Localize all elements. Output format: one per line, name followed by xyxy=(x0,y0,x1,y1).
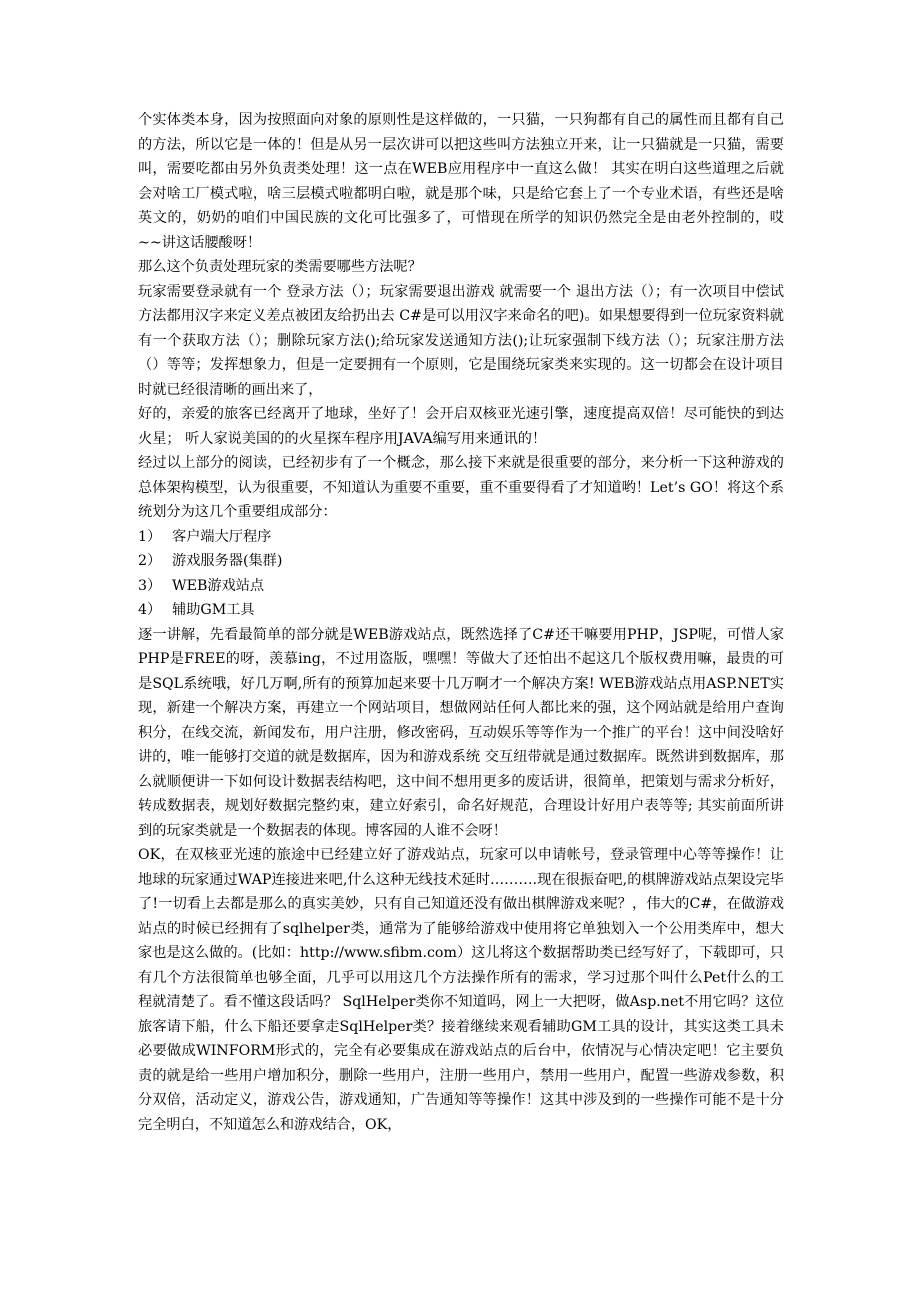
list-item xyxy=(138,525,784,550)
paragraph-player-methods: 玩家需要登录就有一个 登录方法（）；玩家需要退出游戏 就需要一个 退出方法（）；有一次项目中偿试方法都用汉字来定义差点被团友给扔出去 C#是可以用汉字来命名的吧)。如果想要得到一位玩家资料就有一个获取方法（）；删除玩家方法();给玩家发送通知方法();让玩家强制下线方法（）；玩家注册方法（）等等；发挥想象力，但是一定要拥有一个原则，它是围绕玩家类来实现的。这一切都会在设计项目时就已经很清晰的画出来了， xyxy=(138,283,784,398)
paragraph-web-site: 逐一讲解，先看最简单的部分就是WEB游戏站点，既然选择了C#还干嘛要用PHP，JSP呢，可惜人家PHP是FREE的呀，羡慕ing，不过用盗版，嘿嘿！等做大了还怕出不起这几个版权费用嘛，最贵的可是SQL系统哦，好几万啊,所有的预算加起来要十几万啊才一个解决方案! WEB游戏站点用ASP.NET实现，新建一个解决方案，再建立一个网站项目，想做网站任何人都比来的强，这个网站就是给用户查询积分，在线交流，新闻发布，用户注册，修改密码，互动娱乐等等作为一个推广的平台！这中间没啥好讲的，唯一能够打交道的就是数据库，因为和游戏系统 交互纽带就是通过数据库。既然讲到数据库，那么就顺便讲一下如何设计数据表结构吧，这中间不想用更多的废话讲，很简单，把策划与需求分析好，转成数据表，规划好数据完整约束，建立好索引，命名好规范，合理设计好用户表等等; 其实前面所讲到的玩家类就是一个数据表的体现。博客园的人谁不会呀！ xyxy=(138,626,784,839)
document-body xyxy=(138,108,784,1137)
list-text: WEB游戏站点 xyxy=(172,577,265,594)
list-item xyxy=(138,574,784,599)
list-number: 2） xyxy=(138,553,162,569)
list-text: 客户端大厅程序 xyxy=(172,528,272,545)
component-list xyxy=(138,525,784,623)
paragraph-entity-class: 个实体类本身，因为按照面向对象的原则性是这样做的，一只猫，一只狗都有自己的属性而且都有自己的方法，所以它是一体的！但是从另一层次讲可以把这些叫方法独立开来，让一只猫就是一只猫，需要叫，需要吃都由另外负责类处理！这一点在WEB应用程序中一直这么做！ 其实在明白这些道理之后就会对啥工厂模式啦，啥三层模式啦都明白啦，就是那个味，只是给它套上了一个专业术语，有些还是啥英文的，奶奶的咱们中国民族的文化可比强多了，可惜现在所学的知识仍然完全是由老外控制的，哎~~讲这话腰酸呀！ xyxy=(138,112,784,251)
paragraph-ok-journey: OK，在双核亚光速的旅途中已经建立好了游戏站点，玩家可以申请帐号，登录管理中心等等操作！让地球的玩家通过WAP连接进来吧,什么这种无线技术延时……….现在很振奋吧,的棋牌游戏站点架设完毕了!一切看上去都是那么的真实美妙，只有自己知道还没有做出棋牌游戏来呢？，伟大的C#，在做游戏站点的时候已经拥有了sqlhelper类，通常为了能够给游戏中使用将它单独划入一个公用类库中，想大家也是这么做的。(比如：http://www.sfibm.com）这儿将这个数据帮助类已经写好了，下载即可，只有几个方法很简单也够全面，几乎可以用这几个方法操作所有的需求，学习过那个叫什么Pet什么的工程就清楚了。看不懂这段话吗？ SqlHelper类你不知道吗，网上一大把呀，做Asp.net不用它吗？这位旅客请下船，什么下船还要拿走SqlHelper类？接着继续来观看辅助GM工具的设计，其实这类工具未必要做成WINFORM形式的，完全有必要集成在游戏站点的后台中，依情况与心情决定吧！它主要负责的就是给一些用户增加积分，删除一些用户，注册一些用户，禁用一些用户，配置一些游戏参数，积分双倍，活动定义，游戏公告，游戏通知，广告通知等等操作！这其中涉及到的一些操作可能不是十分完全明白，不知道怎么和游戏结合，OK， xyxy=(138,847,784,1133)
list-item xyxy=(138,598,784,623)
paragraph-travel-mars: 好的，亲爱的旅客已经离开了地球，坐好了！会开启双核亚光速引擎，速度提高双倍！尽可能快的到达火星； 听人家说美国的的火星探车程序用JAVA编写用来通讯的！ xyxy=(138,406,784,447)
list-item xyxy=(138,549,784,574)
list-number: 4） xyxy=(138,602,162,618)
list-text: 辅助GM工具 xyxy=(172,602,255,618)
paragraph-question-methods: 那么这个负责处理玩家的类需要哪些方法呢？ xyxy=(138,259,422,275)
list-number: 3） xyxy=(138,577,162,594)
list-text: 游戏服务器(集群) xyxy=(172,553,283,569)
paragraph-architecture-intro: 经过以上部分的阅读，已经初步有了一个概念，那么接下来就是很重要的部分，来分析一下这种游戏的总体架构模型，认为很重要，不知道认为重要不重要，重不重要得看了才知道哟！Let’s GO！将这个系统划分为这几个重要组成部分： xyxy=(138,455,784,520)
list-number: 1） xyxy=(138,528,162,545)
